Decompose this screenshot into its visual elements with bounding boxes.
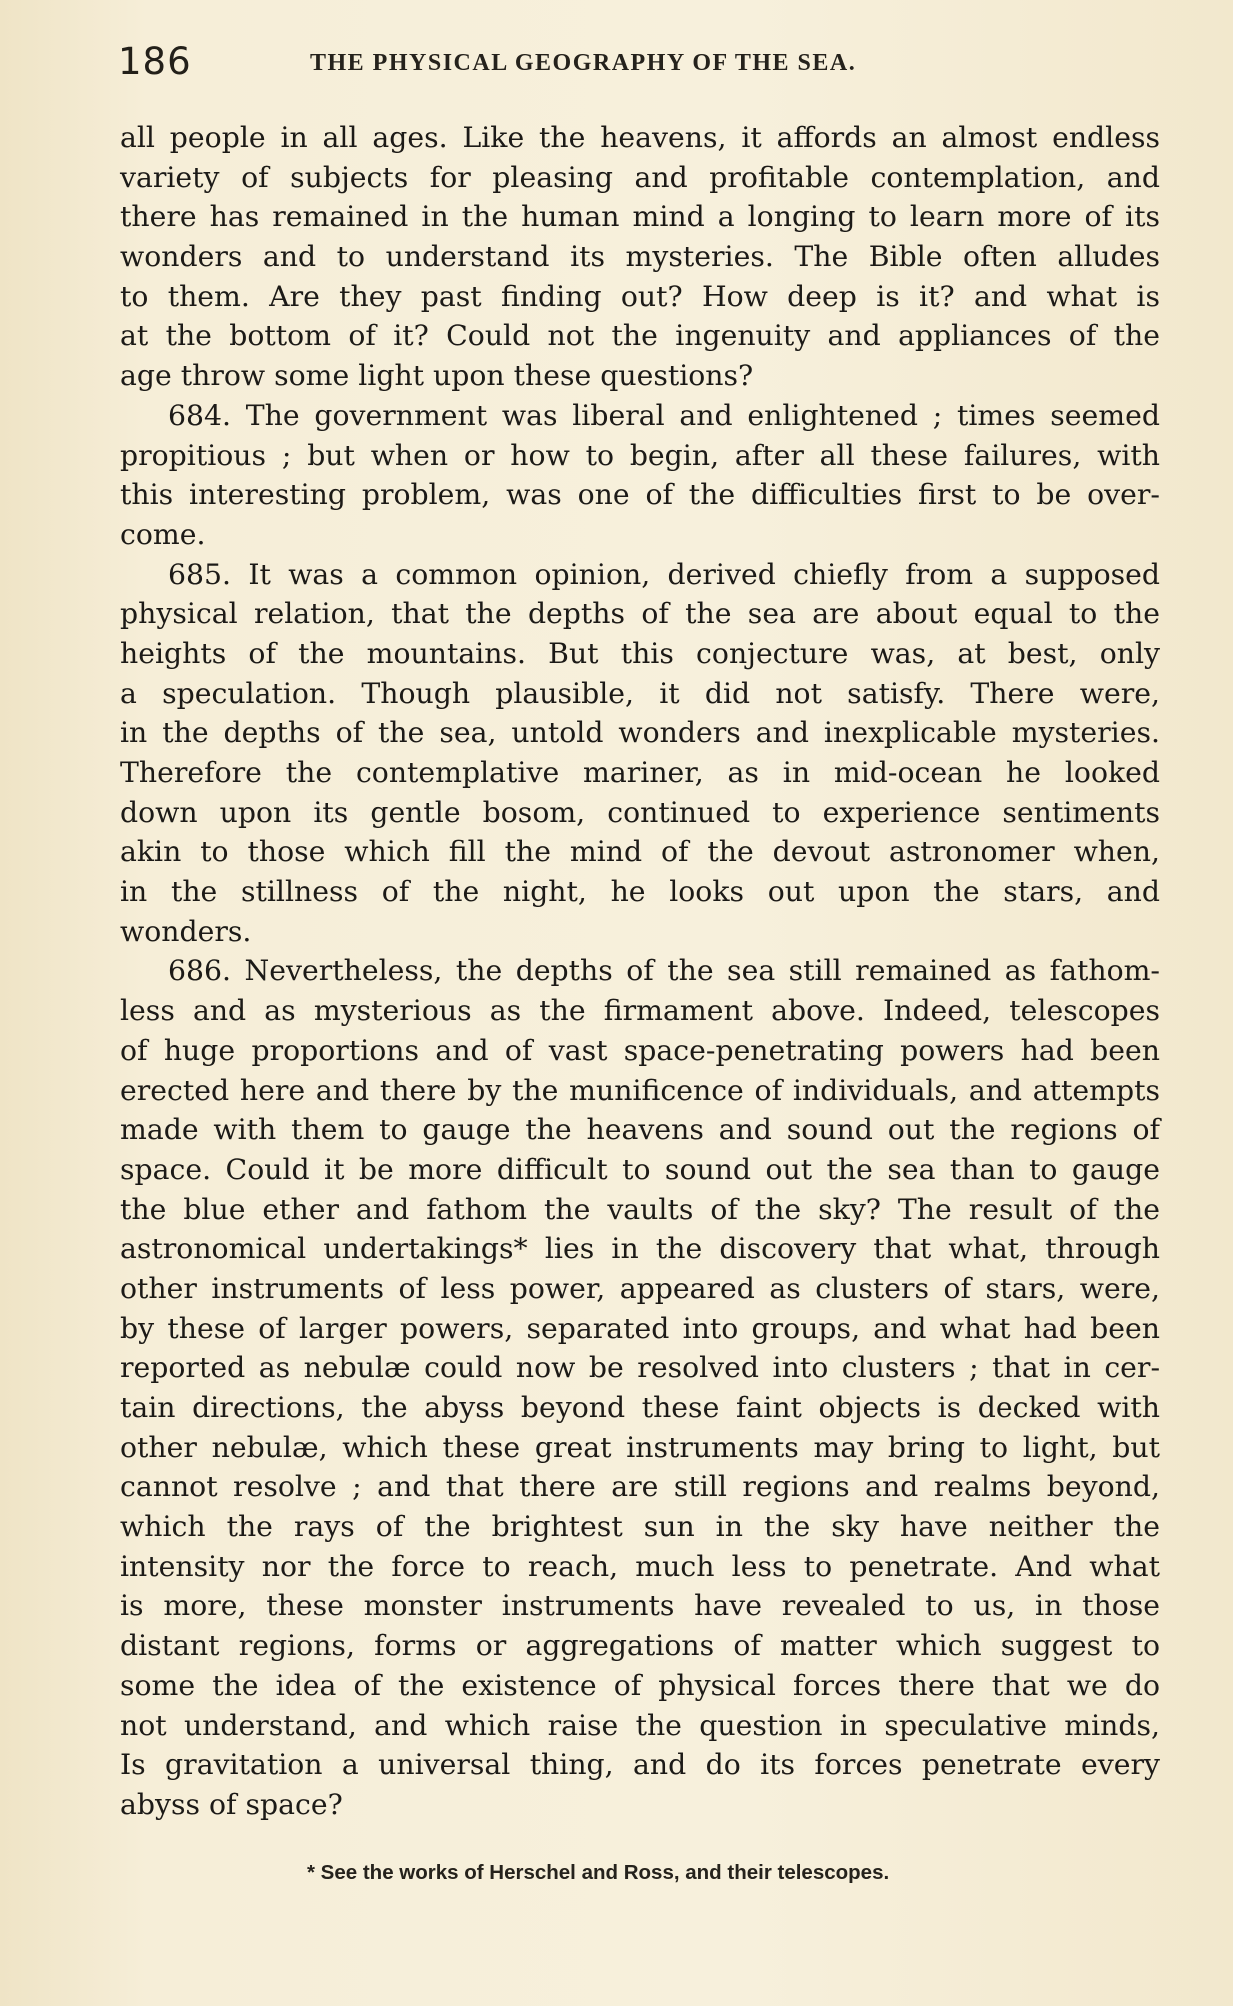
text-line: at the bottom of it? Could not the ingenuity and appliances of the xyxy=(120,319,1160,353)
text-line: other instruments of less power, appeared as clusters of stars, were, xyxy=(120,1271,1160,1305)
text-line: wonders. xyxy=(120,914,252,948)
text-line: of huge proportions and of vast space-penetrating powers had been xyxy=(120,1033,1160,1067)
text-line: intensity nor the force to reach, much less to penetrate. And what xyxy=(120,1549,1160,1583)
page-header xyxy=(118,40,1118,83)
text-line: reported as nebulæ could now be resolved into clusters ; that in cer- xyxy=(120,1351,1160,1385)
text-line: all people in all ages. Like the heavens, it affords an almost endless xyxy=(120,121,1160,154)
running-title: THE PHYSICAL GEOGRAPHY OF THE SEA. xyxy=(310,50,857,76)
text-line: 685. It was a common opinion, derived chiefly from a supposed xyxy=(168,557,1160,591)
text-line: the blue ether and fathom the vaults of the sky? The result of the xyxy=(120,1192,1160,1226)
text-line: there has remained in the human mind a longing to learn more of its xyxy=(120,200,1160,234)
footnote: * See the works of Herschel and Ross, and their telescopes. xyxy=(307,1861,890,1884)
text-line: made with them to gauge the heavens and sound out the regions of xyxy=(120,1113,1160,1147)
text-line: wonders and to understand its mysteries. The Bible often alludes xyxy=(120,240,1160,274)
text-line: a speculation. Though plausible, it did not satisfy. There were, xyxy=(120,676,1160,710)
text-line: some the idea of the existence of physical forces there that we do xyxy=(120,1668,1160,1702)
body-text xyxy=(120,118,1160,1825)
page-number: 186 xyxy=(118,40,192,83)
text-line: not understand, and which raise the question in speculative minds, xyxy=(120,1708,1160,1742)
text-line: in the stillness of the night, he looks out upon the stars, and xyxy=(120,875,1160,909)
text-line: 684. The government was liberal and enlightened ; times seemed xyxy=(168,398,1160,432)
text-line: astronomical undertakings* lies in the discovery that what, through xyxy=(120,1232,1160,1266)
text-line: come. xyxy=(120,517,206,551)
text-line: age throw some light upon these questions? xyxy=(120,359,754,393)
paragraph-684 xyxy=(120,396,1160,555)
text-line: other nebulæ, which these great instruments may bring to light, but xyxy=(120,1430,1160,1464)
paragraph-continuation xyxy=(120,118,1160,396)
text-line: less and as mysterious as the firmament above. Indeed, telescopes xyxy=(120,994,1160,1028)
text-line: to them. Are they past finding out? How deep is it? and what is xyxy=(120,279,1160,313)
text-line: propitious ; but when or how to begin, after all these failures, with xyxy=(120,438,1160,472)
text-line: down upon its gentle bosom, continued to experience sentiments xyxy=(120,795,1160,829)
text-line: is more, these monster instruments have revealed to us, in those xyxy=(120,1589,1160,1623)
text-line: cannot resolve ; and that there are still regions and realms beyond, xyxy=(120,1470,1160,1504)
text-line: 686. Nevertheless, the depths of the sea still remained as fathom- xyxy=(168,954,1160,988)
text-line: heights of the mountains. But this conjecture was, at best, only xyxy=(120,636,1160,670)
text-line: physical relation, that the depths of the sea are about equal to the xyxy=(120,597,1160,631)
text-line: in the depths of the sea, untold wonders and inexplicable mysteries. xyxy=(120,716,1160,750)
paragraph-686 xyxy=(120,951,1160,1824)
text-line: erected here and there by the munificence of individuals, and attempts xyxy=(120,1073,1160,1107)
paragraph-685 xyxy=(120,555,1160,952)
text-line: abyss of space? xyxy=(120,1787,343,1821)
text-line: Therefore the contemplative mariner, as in mid-ocean he looked xyxy=(120,756,1160,789)
text-line: distant regions, forms or aggregations of matter which suggest to xyxy=(120,1629,1160,1663)
text-line: akin to those which fill the mind of the devout astronomer when, xyxy=(120,835,1160,869)
text-line: this interesting problem, was one of the difficulties first to be over- xyxy=(120,478,1160,512)
text-line: which the rays of the brightest sun in the sky have neither the xyxy=(120,1510,1160,1544)
text-line: space. Could it be more difficult to sound out the sea than to gauge xyxy=(120,1152,1160,1186)
text-line: by these of larger powers, separated into groups, and what had been xyxy=(120,1311,1160,1345)
text-line: Is gravitation a universal thing, and do its forces penetrate every xyxy=(120,1748,1160,1782)
text-line: tain directions, the abyss beyond these faint objects is decked with xyxy=(120,1391,1160,1424)
text-line: variety of subjects for pleasing and profitable contemplation, and xyxy=(120,160,1160,194)
